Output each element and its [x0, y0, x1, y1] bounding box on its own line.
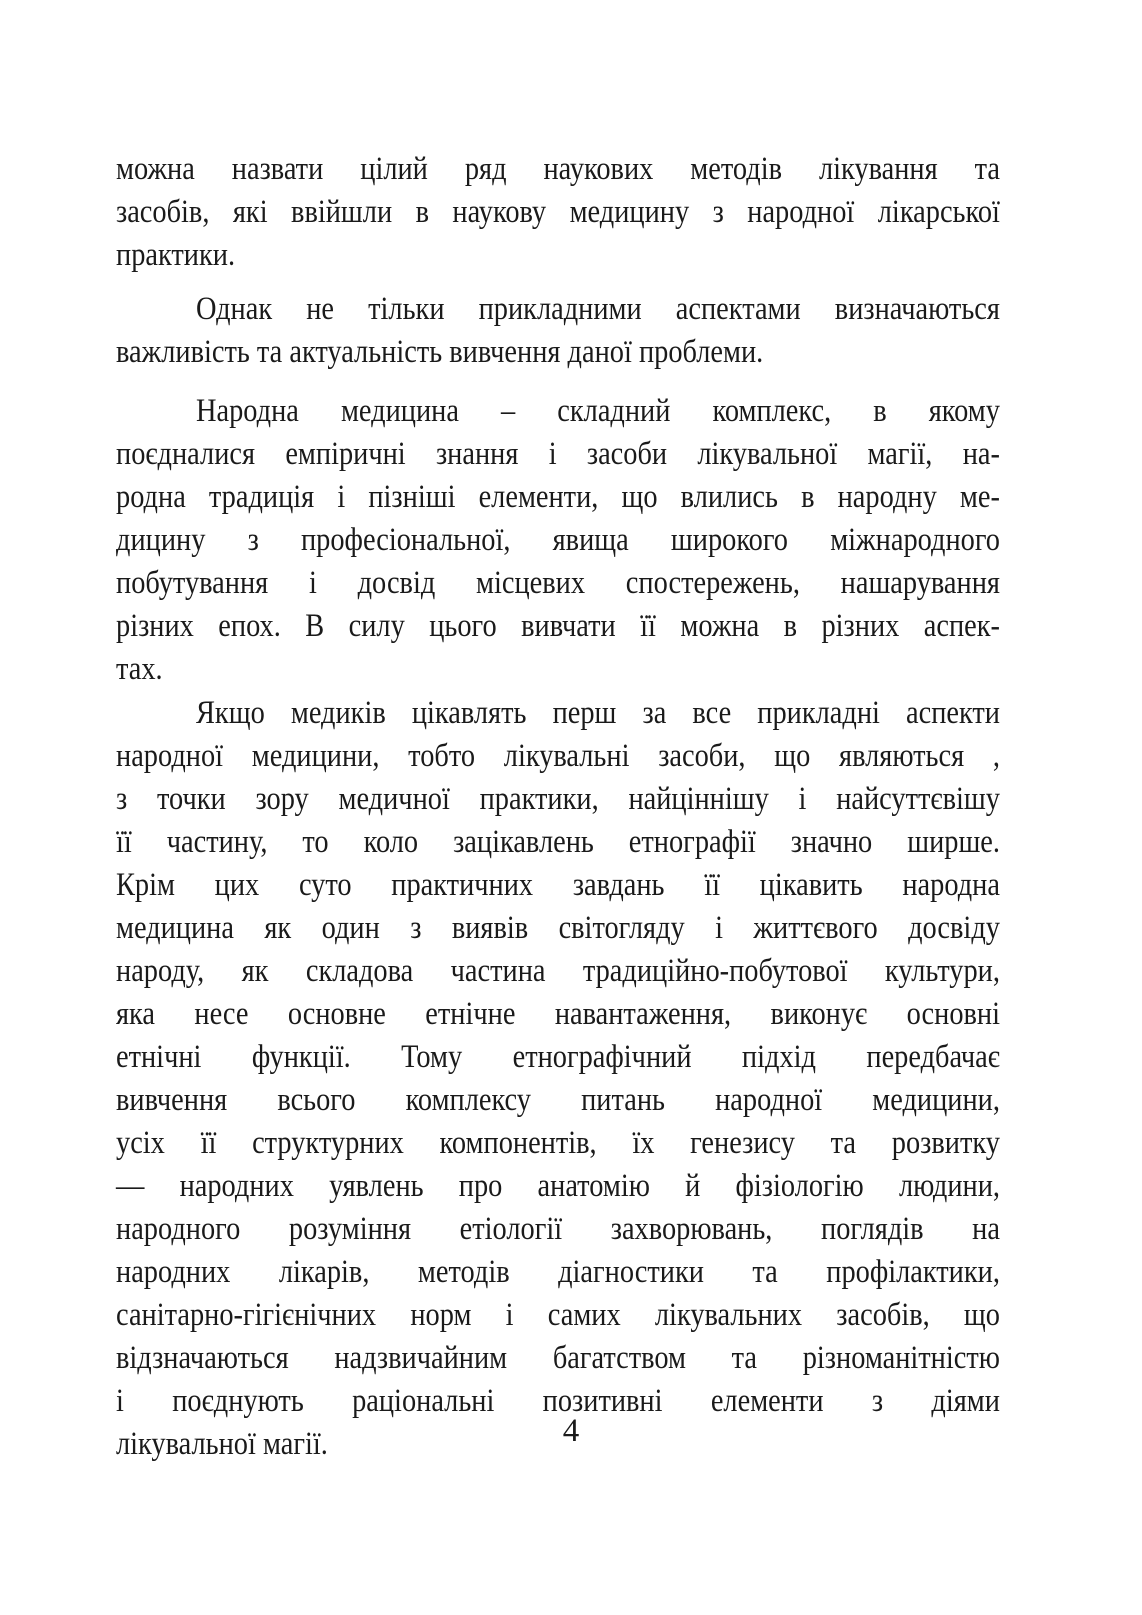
word: –: [501, 393, 516, 429]
word: розуміння: [288, 1211, 412, 1247]
word: й: [685, 1168, 701, 1204]
word: лікувальної: [697, 436, 838, 472]
word: раціональні: [352, 1383, 495, 1419]
word: і: [116, 1383, 124, 1419]
word: життєвого: [753, 910, 878, 946]
word: практичних: [391, 867, 534, 903]
word: профілактики,: [826, 1254, 1000, 1290]
word: функції.: [251, 1039, 351, 1075]
word: силу: [348, 608, 405, 644]
word: етнографії: [628, 824, 756, 860]
word: і: [505, 1297, 514, 1333]
line-text: практики.: [116, 237, 236, 273]
word: поєдналися: [116, 436, 256, 472]
word: виконує: [770, 996, 868, 1032]
word: частину,: [166, 824, 268, 860]
word: всього: [277, 1082, 356, 1118]
word: нашарування: [840, 565, 1000, 601]
text-line: [116, 1208, 1000, 1251]
word: визначаються: [834, 291, 1000, 327]
word: емпіричні: [285, 436, 406, 472]
word: цілий: [360, 151, 428, 187]
word: тобто: [408, 738, 476, 774]
word: цікавить: [759, 867, 863, 903]
word: Народна: [196, 393, 299, 429]
word: суто: [298, 867, 352, 903]
word: медицини,: [872, 1082, 1000, 1118]
word: етнічні: [116, 1039, 202, 1075]
word: лікувальні: [503, 738, 630, 774]
word: відзначаються: [116, 1340, 289, 1376]
word: її: [200, 1125, 217, 1161]
word: складова: [305, 953, 414, 989]
word: ширше.: [907, 824, 1000, 860]
word: влились: [680, 479, 778, 515]
word: в: [415, 194, 429, 230]
word: навантаження,: [554, 996, 732, 1032]
word: аспек-: [923, 608, 1000, 644]
word: вивчення: [116, 1082, 228, 1118]
word: значно: [790, 824, 873, 860]
word: етнічне: [425, 996, 516, 1032]
word: поглядів: [821, 1211, 924, 1247]
word: медицини,: [251, 738, 380, 774]
page-number: 4: [562, 1413, 580, 1449]
word: методів: [417, 1254, 510, 1290]
word: з: [871, 1383, 884, 1419]
word: медицина: [340, 393, 459, 429]
text-line: [116, 692, 1000, 735]
word: норм: [410, 1297, 472, 1333]
paragraph: [116, 288, 1000, 374]
word: етіології: [459, 1211, 563, 1247]
word: засобів,: [116, 194, 210, 230]
text-line: [116, 288, 1000, 331]
word: широкого: [670, 522, 789, 558]
word: санітарно-гігієнічних: [116, 1297, 377, 1333]
word: прикладними: [478, 291, 642, 327]
word: професіональної,: [300, 522, 511, 558]
word: народної: [747, 194, 855, 230]
word: ме-: [959, 479, 1000, 515]
word: магії,: [867, 436, 933, 472]
word: з: [247, 522, 259, 558]
word: в: [783, 608, 798, 644]
word: в: [801, 479, 815, 515]
text-line: [116, 433, 1000, 476]
text-line: [116, 778, 1000, 821]
text-line: [116, 1165, 1000, 1208]
word: з: [712, 194, 724, 230]
word: і: [715, 910, 723, 946]
word: народних: [116, 1254, 231, 1290]
paragraph: [116, 692, 1000, 1466]
word: епох.: [218, 608, 281, 644]
text-line: [116, 605, 1000, 648]
word: та: [731, 1340, 758, 1376]
text-line: [116, 864, 1000, 907]
word: її: [704, 867, 720, 903]
word: народних: [179, 1168, 294, 1204]
word: аспекти: [905, 695, 1000, 731]
word: народна: [902, 867, 1000, 903]
word: засоби,: [658, 738, 746, 774]
word: завдань: [572, 867, 665, 903]
word: світогляду: [558, 910, 685, 946]
word: найсуттєвішу: [836, 781, 1000, 817]
word: В: [305, 608, 325, 644]
text-line: [116, 1122, 1000, 1165]
word: медичної: [338, 781, 450, 817]
word: в: [873, 393, 887, 429]
word: структурних: [252, 1125, 404, 1161]
word: поєднують: [172, 1383, 304, 1419]
text-line: [116, 993, 1000, 1036]
word: цих: [214, 867, 260, 903]
word: практики,: [479, 781, 599, 817]
word: Якщо: [196, 695, 265, 731]
word: —: [116, 1168, 145, 1204]
word: компонентів,: [439, 1125, 597, 1161]
word: її: [640, 608, 656, 644]
word: все: [692, 695, 732, 731]
word: народу,: [116, 953, 205, 989]
word: підхід: [741, 1039, 816, 1075]
word: різноманітністю: [802, 1340, 1000, 1376]
word: частина: [450, 953, 546, 989]
word: дицину: [116, 522, 206, 558]
word: прикладні: [757, 695, 880, 731]
text-line: [116, 821, 1000, 864]
word: несе: [194, 996, 249, 1032]
text-line: [116, 234, 1000, 277]
word: і: [308, 565, 317, 601]
word: досвід: [357, 565, 436, 601]
word: яка: [116, 996, 156, 1032]
word: передбачає: [866, 1039, 1000, 1075]
word: та: [830, 1125, 857, 1161]
word: та: [752, 1254, 778, 1290]
paragraph: [116, 148, 1000, 277]
word: пізніші: [368, 479, 456, 515]
word: побутування: [116, 565, 269, 601]
word: як: [264, 910, 292, 946]
word: людини,: [898, 1168, 1000, 1204]
word: засобів,: [836, 1297, 930, 1333]
word: не: [306, 291, 335, 327]
paragraph: [116, 390, 1000, 691]
word: як: [241, 953, 269, 989]
word: наукову: [452, 194, 547, 230]
word: на: [972, 1211, 1000, 1247]
word: наукових: [543, 151, 654, 187]
word: вивчати: [521, 608, 616, 644]
word: методів: [690, 151, 782, 187]
word: Тому: [401, 1039, 463, 1075]
word: являються: [839, 738, 965, 774]
word: етнографічний: [512, 1039, 692, 1075]
word: можна: [116, 151, 195, 187]
word: медицину: [569, 194, 690, 230]
word: і: [798, 781, 807, 817]
word: зору: [255, 781, 309, 817]
word: і: [548, 436, 557, 472]
word: анатомію: [537, 1168, 650, 1204]
word: діагностики: [558, 1254, 704, 1290]
text-line: [116, 1337, 1000, 1380]
word: генезису: [690, 1125, 795, 1161]
word: різних: [821, 608, 900, 644]
text-line: [116, 907, 1000, 950]
word: досвіду: [908, 910, 1000, 946]
word: розвитку: [891, 1125, 1000, 1161]
word: діями: [931, 1383, 1000, 1419]
word: народну: [837, 479, 937, 515]
word: традиція: [208, 479, 315, 515]
word: їх: [632, 1125, 655, 1161]
word: явища: [552, 522, 629, 558]
word: народного: [116, 1211, 241, 1247]
text-line: [116, 648, 1000, 691]
line-text: лікувальної магії.: [116, 1426, 328, 1462]
word: питань: [581, 1082, 665, 1118]
word: перш: [552, 695, 617, 731]
word: родна: [116, 479, 186, 515]
word: коло: [363, 824, 419, 860]
word: що: [963, 1297, 1000, 1333]
word: назвати: [231, 151, 324, 187]
word: її: [116, 824, 132, 860]
text-line: [116, 148, 1000, 191]
word: та: [974, 151, 1000, 187]
word: спостережень,: [625, 565, 800, 601]
word: виявів: [451, 910, 529, 946]
word: про: [458, 1168, 503, 1204]
word: елементи,: [478, 479, 599, 515]
word: захворювань,: [610, 1211, 773, 1247]
word: знання: [435, 436, 519, 472]
word: що: [774, 738, 811, 774]
word: тільки: [368, 291, 445, 327]
word: точки: [156, 781, 226, 817]
word: лікувальних: [654, 1297, 803, 1333]
word: один: [321, 910, 380, 946]
word: позитивні: [542, 1383, 663, 1419]
word: міжнародного: [830, 522, 1000, 558]
word: різних: [116, 608, 194, 644]
word: з: [410, 910, 422, 946]
text-line: [116, 735, 1000, 778]
word: традиційно-побутової: [582, 953, 848, 989]
line-text: тах.: [116, 651, 163, 687]
word: ,: [992, 738, 1000, 774]
word: народної: [116, 738, 224, 774]
word: що: [621, 479, 658, 515]
word: можна: [680, 608, 760, 644]
word: з: [116, 781, 128, 817]
text-line: [116, 191, 1000, 234]
word: елементи: [710, 1383, 824, 1419]
text-line: [116, 476, 1000, 519]
word: надзвичайним: [334, 1340, 508, 1376]
word: фізіологію: [735, 1168, 864, 1204]
word: які: [232, 194, 268, 230]
word: якому: [928, 393, 1000, 429]
text-line: [116, 390, 1000, 433]
word: найціннішу: [628, 781, 769, 817]
word: уявлень: [329, 1168, 424, 1204]
word: ряд: [464, 151, 507, 187]
word: комплексу: [405, 1082, 531, 1118]
word: засоби: [586, 436, 668, 472]
word: Однак: [196, 291, 273, 327]
word: основне: [287, 996, 386, 1032]
word: і: [337, 479, 346, 515]
word: народної: [715, 1082, 823, 1118]
text-line: [116, 1251, 1000, 1294]
word: лікування: [818, 151, 938, 187]
word: усіх: [116, 1125, 165, 1161]
word: багатством: [552, 1340, 686, 1376]
word: самих: [547, 1297, 621, 1333]
line-text: важливість та актуальність вивчення даної проблеми.: [116, 334, 764, 370]
text-line: [116, 1036, 1000, 1079]
word: медицина: [116, 910, 234, 946]
word: цього: [429, 608, 497, 644]
word: комплекс,: [712, 393, 832, 429]
word: лікарської: [877, 194, 1000, 230]
word: медиків: [290, 695, 386, 731]
word: культури,: [884, 953, 1000, 989]
word: лікарів,: [278, 1254, 370, 1290]
word: основні: [906, 996, 1000, 1032]
text-line: [116, 1294, 1000, 1337]
text-line: [116, 950, 1000, 993]
word: зацікавлень: [453, 824, 594, 860]
word: на-: [962, 436, 1000, 472]
text-line: [116, 519, 1000, 562]
word: цікавлять: [411, 695, 527, 731]
word: за: [642, 695, 667, 731]
text-line: [116, 331, 1000, 374]
word: то: [302, 824, 329, 860]
word: складний: [557, 393, 671, 429]
text-line: [116, 562, 1000, 605]
word: аспектами: [675, 291, 801, 327]
text-line: [116, 1079, 1000, 1122]
word: місцевих: [476, 565, 586, 601]
word: Крім: [116, 867, 175, 903]
word: ввійшли: [291, 194, 393, 230]
